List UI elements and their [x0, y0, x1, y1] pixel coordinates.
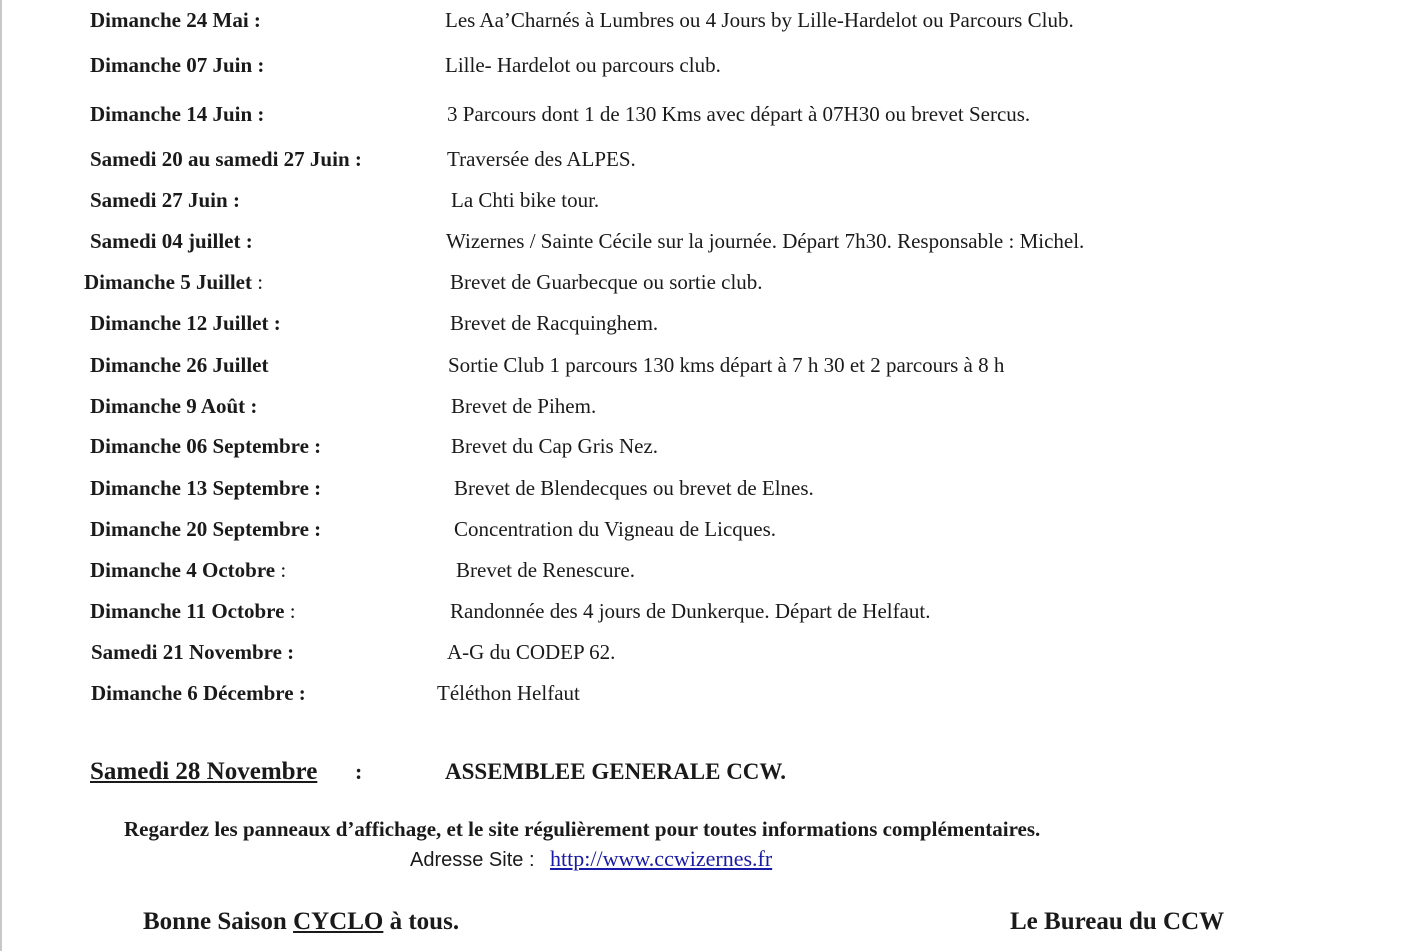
event-date	[91, 676, 306, 710]
event-date	[84, 265, 263, 299]
schedule-row	[0, 48, 1413, 82]
site-label: Adresse Site :	[410, 849, 535, 871]
schedule-row	[0, 553, 1413, 587]
event-description: Traversée des ALPES.	[447, 147, 636, 171]
event-date-text: Samedi 21 Novembre :	[91, 640, 295, 664]
event-description: Les Aa’Charnés à Lumbres ou 4 Jours by Lille-Hardelot ou Parcours Club.	[445, 8, 1074, 32]
info-notice: Regardez les panneaux d’affichage, et le site régulièrement pour toutes informations complémentaires.	[124, 817, 1041, 841]
assembly-event: ASSEMBLEE GENERALE CCW.	[445, 759, 787, 784]
assembly-colon: :	[355, 759, 363, 784]
event-date-text: Dimanche 6 Décembre :	[91, 681, 306, 705]
event-date-text: Samedi 20 au samedi 27 Juin :	[90, 147, 362, 171]
event-date-text: Dimanche 13 Septembre :	[90, 476, 322, 500]
greeting-text-end: à tous.	[383, 908, 460, 935]
event-date-text: Dimanche 20 Septembre :	[90, 517, 322, 541]
event-description: Brevet de Renescure.	[456, 558, 636, 582]
event-date-text: Dimanche 14 Juin :	[90, 102, 265, 126]
event-date	[90, 97, 264, 131]
event-date	[91, 635, 294, 669]
assembly-row	[0, 752, 1413, 792]
event-date-text: Dimanche 24 Mai :	[90, 8, 261, 32]
schedule-row	[0, 3, 1413, 37]
schedule-row	[0, 142, 1413, 176]
schedule-row	[0, 676, 1413, 710]
site-line	[410, 846, 772, 872]
event-date-text: Dimanche 07 Juin :	[90, 53, 265, 77]
event-date-text: Dimanche 06 Septembre :	[90, 434, 322, 458]
schedule-row	[0, 635, 1413, 669]
event-date-colon: :	[252, 270, 264, 294]
event-date	[90, 512, 321, 546]
greeting-cyclo: CYCLO	[293, 908, 384, 935]
event-date-colon: :	[284, 599, 296, 623]
event-date	[90, 594, 296, 628]
event-description: Téléthon Helfaut	[437, 681, 580, 705]
event-date-text: Dimanche 12 Juillet :	[90, 311, 281, 335]
event-date	[90, 142, 362, 176]
schedule-row	[0, 183, 1413, 217]
event-date-text: Dimanche 11 Octobre	[90, 599, 285, 623]
event-description: Wizernes / Sainte Cécile sur la journée. Départ 7h30. Responsable : Michel.	[446, 229, 1085, 253]
greeting-text-start: Bonne Saison	[143, 908, 294, 935]
event-description: Brevet de Blendecques ou brevet de Elnes.	[454, 476, 814, 500]
event-date	[90, 224, 253, 258]
event-date-text: Dimanche 5 Juillet	[84, 270, 252, 294]
event-date	[90, 3, 261, 37]
schedule-row	[0, 594, 1413, 628]
event-date-text: Dimanche 9 Août :	[90, 394, 258, 418]
event-date	[90, 429, 321, 463]
event-date-text: Samedi 27 Juin :	[90, 188, 240, 212]
schedule-row	[0, 224, 1413, 258]
event-description: Brevet de Racquinghem.	[450, 311, 659, 335]
event-date-colon: :	[275, 558, 287, 582]
event-date-text: Dimanche 26 Juillet	[90, 353, 269, 377]
schedule-row	[0, 265, 1413, 299]
event-description: Brevet de Guarbecque ou sortie club.	[450, 270, 763, 294]
event-date	[90, 553, 286, 587]
event-description: La Chti bike tour.	[451, 188, 600, 212]
footer-greeting	[143, 908, 459, 936]
event-description: 3 Parcours dont 1 de 130 Kms avec départ à 07H30 ou brevet Sercus.	[447, 102, 1031, 126]
schedule-row	[0, 429, 1413, 463]
event-date-text: Samedi 04 juillet :	[90, 229, 253, 253]
assembly-date: Samedi 28 Novembre	[90, 758, 318, 785]
event-description: Brevet de Pihem.	[451, 394, 597, 418]
event-date	[90, 348, 269, 382]
schedule-row	[0, 97, 1413, 131]
event-date	[90, 306, 281, 340]
event-description: Sortie Club 1 parcours 130 kms départ à 7 h 30 et 2 parcours à 8 h	[448, 353, 1005, 377]
event-date	[90, 389, 257, 423]
event-date	[90, 471, 321, 505]
schedule-row	[0, 389, 1413, 423]
event-description: A-G du CODEP 62.	[447, 640, 616, 664]
event-description: Concentration du Vigneau de Licques.	[454, 517, 777, 541]
event-description: Brevet du Cap Gris Nez.	[451, 434, 659, 458]
event-date	[90, 183, 240, 217]
site-link[interactable]: http://www.ccwizernes.fr	[550, 846, 773, 871]
schedule-row	[0, 471, 1413, 505]
schedule-row	[0, 512, 1413, 546]
schedule-row	[0, 306, 1413, 340]
event-date	[90, 48, 264, 82]
footer-signature: Le Bureau du CCW	[1010, 908, 1225, 935]
event-description: Randonnée des 4 jours de Dunkerque. Départ de Helfaut.	[450, 599, 931, 623]
event-description: Lille- Hardelot ou parcours club.	[445, 53, 721, 77]
event-date-text: Dimanche 4 Octobre	[90, 558, 276, 582]
schedule-row	[0, 348, 1413, 382]
